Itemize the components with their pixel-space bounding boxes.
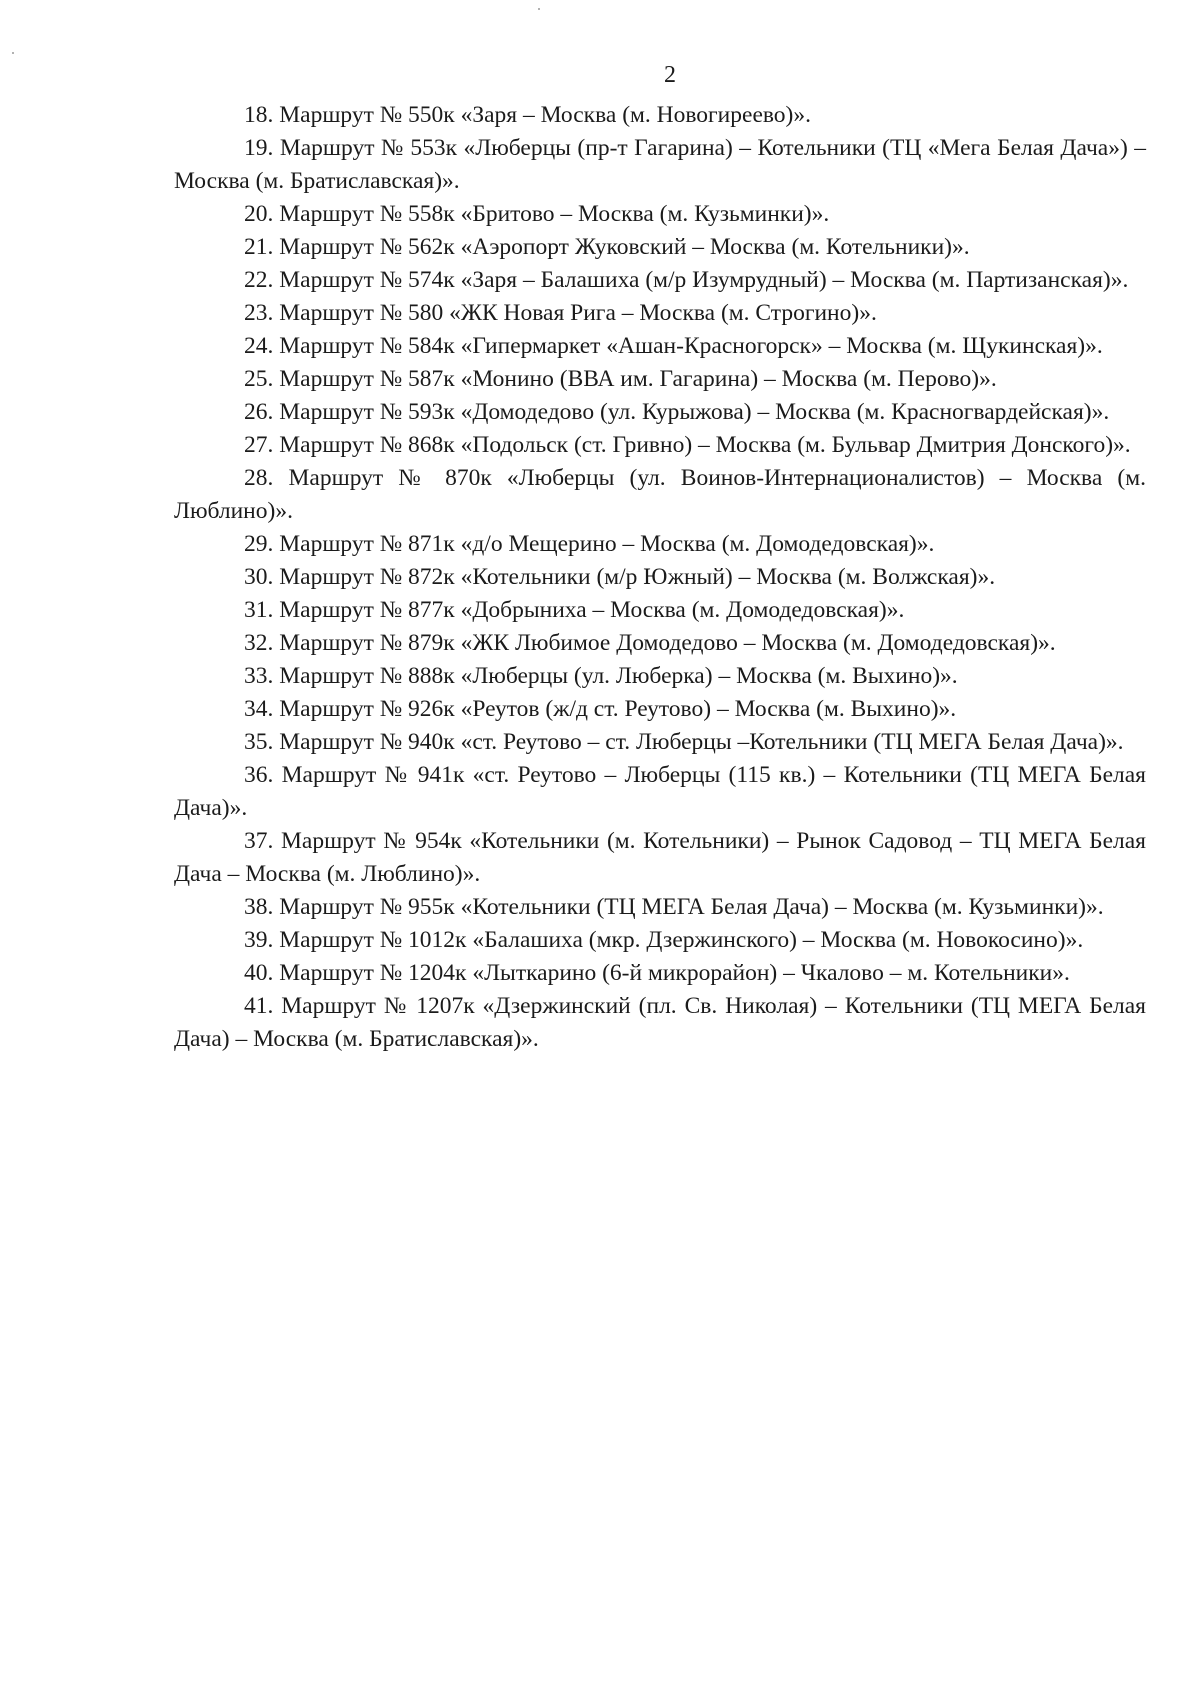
route-item-33: 33. Маршрут № 888к «Люберцы (ул. Люберка) – Москва (м. Выхино)». [244,663,958,689]
route-item-38: 38. Маршрут № 955к «Котельники (ТЦ МЕГА Белая Дача) – Москва (м. Кузьминки)». [244,894,1104,920]
route-item-21: 21. Маршрут № 562к «Аэропорт Жуковский – Москва (м. Котельники)». [244,234,970,260]
route-item-36: 36. Маршрут № 941к «ст. Реутово – Люберцы (115 кв.) – Котельники (ТЦ МЕГА Белая Дача)». [174,762,1146,821]
scan-speck [538,8,540,10]
route-item-23: 23. Маршрут № 580 «ЖК Новая Рига – Москва (м. Строгино)». [244,300,877,326]
route-list [174,99,1146,1056]
page-number: 2 [664,62,676,88]
route-item-18: 18. Маршрут № 550к «Заря – Москва (м. Новогиреево)». [244,102,812,128]
route-item-32: 32. Маршрут № 879к «ЖК Любимое Домодедово – Москва (м. Домодедовская)». [244,630,1056,656]
route-item-27: 27. Маршрут № 868к «Подольск (ст. Гривно) – Москва (м. Бульвар Дмитрия Донского)». [244,432,1131,458]
route-item-19: 19. Маршрут № 553к «Люберцы (пр-т Гагарина) – Котельники (ТЦ «Мега Белая Дача») – Москва (м. Братиславская)». [174,135,1146,194]
route-item-39: 39. Маршрут № 1012к «Балашиха (мкр. Дзержинского) – Москва (м. Новокосино)». [244,927,1084,953]
route-item-28: 28. Маршрут № 870к «Люберцы (ул. Воинов-Интернационалистов) – Москва (м. Люблино)». [174,465,1146,524]
route-item-20: 20. Маршрут № 558к «Бритово – Москва (м. Кузьминки)». [244,201,830,227]
scan-speck [12,52,14,54]
route-item-41: 41. Маршрут № 1207к «Дзержинский (пл. Св. Николая) – Котельники (ТЦ МЕГА Белая Дача) – Москва (м. Братиславская)». [174,993,1146,1052]
route-item-40: 40. Маршрут № 1204к «Лыткарино (6-й микрорайон) – Чкалово – м. Котельники». [244,960,1070,986]
route-item-25: 25. Маршрут № 587к «Монино (ВВА им. Гагарина) – Москва (м. Перово)». [244,366,997,392]
route-item-22: 22. Маршрут № 574к «Заря – Балашиха (м/р Изумрудный) – Москва (м. Партизанская)». [244,267,1129,293]
route-item-37: 37. Маршрут № 954к «Котельники (м. Котельники) – Рынок Садовод – ТЦ МЕГА Белая Дача – Москва (м. Люблино)». [174,828,1146,887]
route-item-30: 30. Маршрут № 872к «Котельники (м/р Южный) – Москва (м. Волжская)». [244,564,996,590]
route-item-26: 26. Маршрут № 593к «Домодедово (ул. Курыжова) – Москва (м. Красногвардейская)». [244,399,1110,425]
route-item-24: 24. Маршрут № 584к «Гипермаркет «Ашан-Красногорск» – Москва (м. Щукинская)». [244,333,1103,359]
route-item-34: 34. Маршрут № 926к «Реутов (ж/д ст. Реутово) – Москва (м. Выхино)». [244,696,957,722]
route-item-29: 29. Маршрут № 871к «д/о Мещерино – Москва (м. Домодедовская)». [244,531,935,557]
route-item-31: 31. Маршрут № 877к «Добрыниха – Москва (м. Домодедовская)». [244,597,905,623]
route-item-35: 35. Маршрут № 940к «ст. Реутово – ст. Люберцы –Котельники (ТЦ МЕГА Белая Дача)». [244,729,1124,755]
